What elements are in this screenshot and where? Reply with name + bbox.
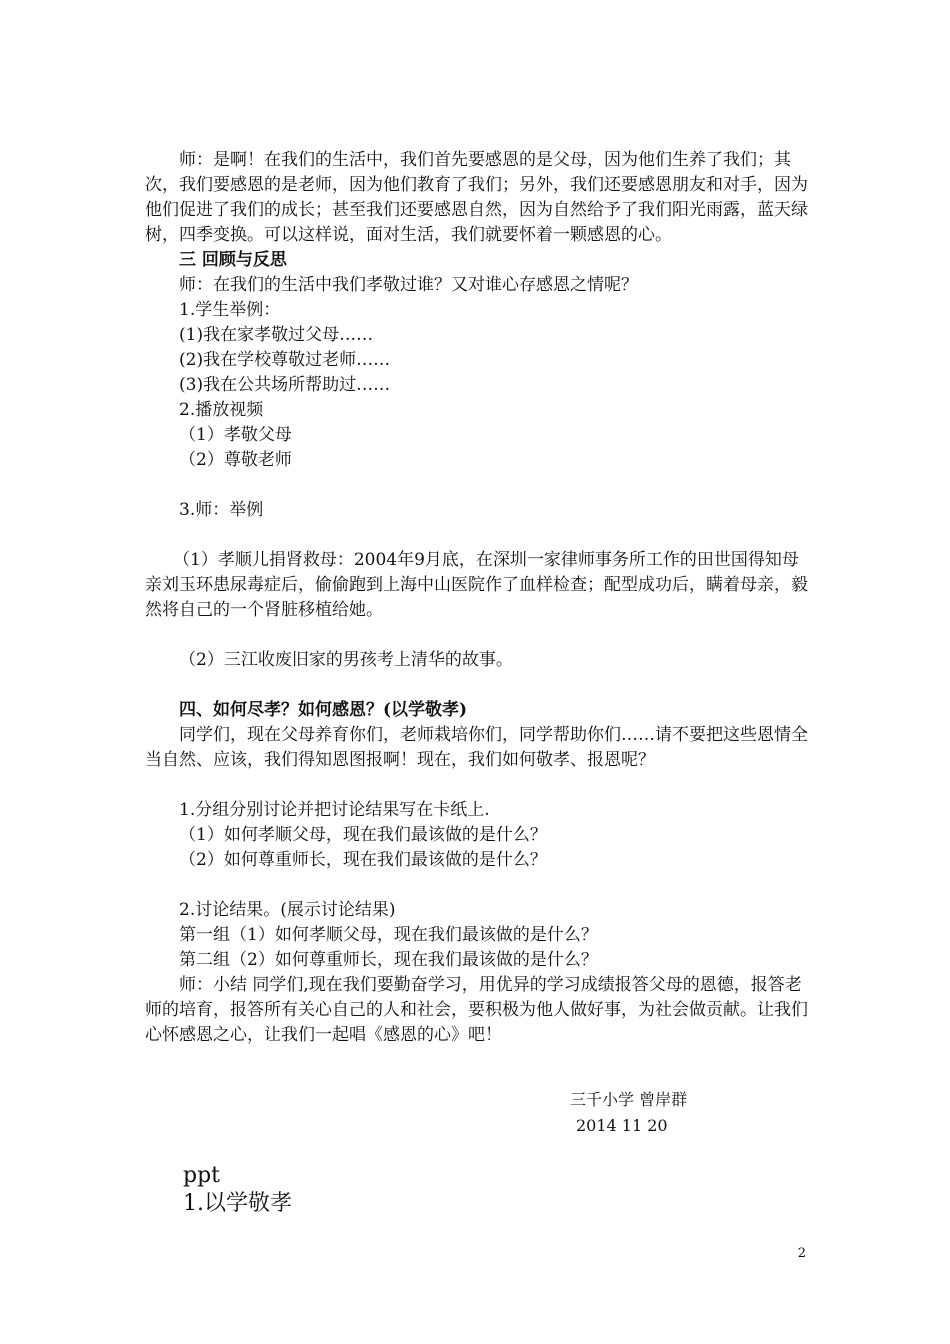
blank-line — [145, 623, 810, 648]
paragraph-kidney-story: （1）孝顺儿捐肾救母：2004年9月底，在深圳一家律师事务所工作的田世国得知母亲刘玉环患尿毒症后，偷偷跑到上海中山医院作了血样检查；配型成功后，瞒着母亲，毅然将自己的一个肾脏移植给她。 — [145, 550, 808, 620]
list-item: （1）孝敬父母 — [179, 425, 292, 445]
blank-line — [145, 673, 810, 698]
paragraph-teacher-gratitude: 师：是啊！在我们的生活中，我们首先要感恩的是父母，因为他们生养了我们；其次，我们要感恩的是老师，因为他们教育了我们；另外，我们还要感恩朋友和对手，因为他们促进了我们的成长；甚至我们还要感恩自然，因为自然给予了我们阳光雨露，蓝天绿树，四季变换。可以这样说，面对生活，我们就要怀着一颗感恩的心。 — [145, 150, 808, 245]
blank-line — [145, 773, 810, 798]
ppt-item: 1.以学敬孝 — [183, 1191, 292, 1216]
paragraph-students-address: 同学们，现在父母养育你们，老师栽培你们，同学帮助你们……请不要把这些恩情全当自然、应该，我们得知恩图报啊！现在，我们如何敬孝、报恩呢？ — [145, 725, 808, 770]
list-item: 第一组（1）如何孝顺父母，现在我们最该做的是什么？ — [179, 925, 598, 945]
signature-block — [570, 1087, 687, 1139]
signature-date: 2014 11 20 — [576, 1116, 668, 1135]
list-item: 第二组（2）如何尊重师长，现在我们最该做的是什么？ — [179, 950, 598, 970]
paragraph-sanjiang-story: （2）三江收废旧家的男孩考上清华的故事。 — [179, 650, 513, 670]
list-item: （1）如何孝顺父母，现在我们最该做的是什么？ — [179, 825, 547, 845]
section-heading-filial: 四、如何尽孝？如何感恩？(以学敬孝) — [179, 700, 468, 720]
list-heading-student-examples: 1.学生举例： — [179, 300, 281, 320]
signature-author: 三千小学 曾岸群 — [570, 1090, 688, 1109]
list-item: （2）如何尊重师长，现在我们最该做的是什么？ — [179, 850, 547, 870]
list-heading-play-video: 2.播放视频 — [179, 400, 264, 420]
paragraph-teacher-question: 师：在我们的生活中我们孝敬过谁？又对谁心存感恩之情呢？ — [179, 275, 638, 295]
section-heading-review: 三 回顾与反思 — [179, 250, 287, 270]
ppt-label: ppt — [183, 1163, 221, 1188]
paragraph-teacher-summary: 师：小结 同学们,现在我们要勤奋学习，用优异的学习成绩报答父母的恩德，报答老师的培育，报答所有关心自己的人和社会，要积极为他人做好事，为社会做贡献。让我们心怀感恩之心，让我们一起唱《感恩的心》吧！ — [145, 975, 808, 1045]
list-heading-discussion-results: 2.讨论结果。(展示讨论结果) — [179, 900, 396, 920]
ppt-block — [183, 1162, 292, 1218]
blank-line — [145, 873, 810, 898]
blank-line — [145, 473, 810, 498]
list-heading-group-discussion: 1.分组分别讨论并把讨论结果写在卡纸上. — [179, 800, 490, 820]
list-item: (1)我在家孝敬过父母…… — [179, 325, 374, 345]
page-number: 2 — [797, 1246, 806, 1261]
blank-line — [145, 523, 810, 548]
lesson-body — [145, 148, 810, 1048]
list-item: （2）尊敬老师 — [179, 450, 292, 470]
list-item: (3)我在公共场所帮助过…… — [179, 375, 391, 395]
list-heading-teacher-examples: 3.师：举例 — [179, 500, 264, 520]
list-item: (2)我在学校尊敬过老师…… — [179, 350, 391, 370]
